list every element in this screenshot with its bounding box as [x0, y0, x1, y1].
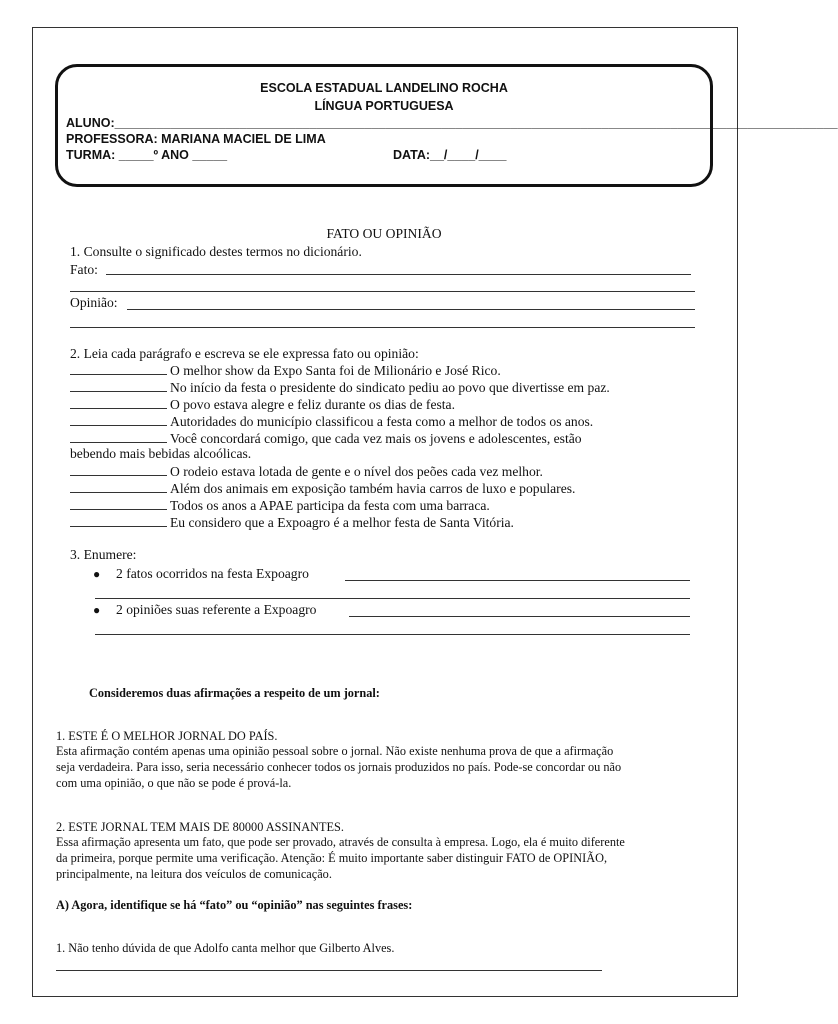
student-field[interactable]: ALUNO:________________________________________________________________________________________________________ [66, 116, 838, 130]
statement-1-heading: 1. ESTE É O MELHOR JORNAL DO PAÍS. [56, 729, 278, 743]
q2-item: Você concordará comigo, que cada vez mais os jovens e adolescentes, estão [70, 430, 582, 447]
bullet-icon: ● [93, 567, 101, 581]
class-field[interactable]: TURMA: _____º ANO _____ [66, 148, 228, 162]
teacher-name: PROFESSORA: MARIANA MACIEL DE LIMA [66, 132, 326, 146]
part-a-item-1: 1. Não tenho dúvida de que Adolfo canta melhor que Gilberto Alves. [56, 941, 395, 955]
answer-blank[interactable] [70, 514, 167, 527]
q2-item: O rodeio estava lotada de gente e o nível dos peões cada vez melhor. [70, 463, 543, 480]
statement-1-text: com uma opinião, o que não se pode é prová-la. [56, 776, 292, 790]
answer-blank[interactable] [70, 430, 167, 443]
opinioes-answer-line-2[interactable] [95, 634, 690, 635]
answer-blank[interactable] [70, 463, 167, 476]
answer-blank[interactable] [70, 396, 167, 409]
q2-item: O povo estava alegre e feliz durante os dias de festa. [70, 396, 455, 413]
answer-blank[interactable] [70, 379, 167, 392]
fatos-answer-line-1[interactable] [345, 580, 690, 581]
header-box [55, 64, 838, 187]
fato-answer-line-1[interactable] [106, 274, 691, 275]
part-a-answer-line[interactable] [56, 970, 602, 971]
answer-blank[interactable] [70, 413, 167, 426]
answer-blank[interactable] [70, 497, 167, 510]
fato-label: Fato: [70, 262, 98, 277]
school-name: ESCOLA ESTADUAL LANDELINO ROCHA [260, 81, 508, 95]
worksheet-title: FATO OU OPINIÃO [326, 226, 442, 241]
statement-2-text: principalmente, na leitura dos veículos de comunicação. [56, 867, 332, 881]
q2-item-continuation: bebendo mais bebidas alcoólicas. [70, 446, 252, 461]
q2-item: Autoridades do município classificou a festa como a melhor de todos os anos. [70, 413, 593, 430]
answer-blank[interactable] [70, 362, 167, 375]
answer-blank[interactable] [70, 480, 167, 493]
q2-item: Eu considero que a Expoagro é a melhor festa de Santa Vitória. [70, 514, 514, 531]
q3-prompt: 3. Enumere: [70, 547, 137, 562]
date-field[interactable]: DATA:__/____/____ [393, 148, 507, 162]
statement-1-text: seja verdadeira. Para isso, seria necessário conhecer todos os jornais produzidos no país. Pode-se concordar ou não [56, 760, 622, 774]
opiniao-answer-line-2[interactable] [70, 327, 695, 328]
opinioes-answer-line-1[interactable] [349, 616, 690, 617]
intro-text: Consideremos duas afirmações a respeito de um jornal: [89, 686, 380, 700]
q1-prompt: 1. Consulte o significado destes termos no dicionário. [70, 244, 362, 259]
q2-item: Além dos animais em exposição também havia carros de luxo e populares. [70, 480, 575, 497]
q2-prompt: 2. Leia cada parágrafo e escreva se ele expressa fato ou opinião: [70, 346, 419, 361]
statement-2-heading: 2. ESTE JORNAL TEM MAIS DE 80000 ASSINANTES. [56, 820, 344, 834]
subject-name: LÍNGUA PORTUGUESA [314, 99, 454, 113]
q3-bullet-fatos: 2 fatos ocorridos na festa Expoagro [116, 566, 309, 581]
q2-item: No início da festa o presidente do sindicato pediu ao povo que divertisse em paz. [70, 379, 610, 396]
part-a-heading: A) Agora, identifique se há “fato” ou “opinião” nas seguintes frases: [56, 898, 413, 912]
statement-2-text: Essa afirmação apresenta um fato, que pode ser provado, através de consulta à empresa. Logo, ela é muito diferente [56, 835, 625, 849]
opiniao-answer-line-1[interactable] [127, 309, 695, 310]
fato-answer-line-2[interactable] [70, 291, 695, 292]
q3-bullet-opinioes: 2 opiniões suas referente a Expoagro [116, 602, 317, 617]
fatos-answer-line-2[interactable] [95, 598, 690, 599]
statement-2-text: da primeira, porque permite uma verificação. Atenção: É muito importante saber distinguir FATO de OPINIÃO, [56, 851, 608, 865]
opiniao-label: Opinião: [70, 295, 118, 310]
q2-item: O melhor show da Expo Santa foi de Milionário e José Rico. [70, 362, 501, 379]
q2-item: Todos os anos a APAE participa da festa com uma barraca. [70, 497, 490, 514]
bullet-icon: ● [93, 603, 101, 617]
statement-1-text: Esta afirmação contém apenas uma opinião pessoal sobre o jornal. Não existe nenhuma prova de que a afirmação [56, 744, 614, 758]
